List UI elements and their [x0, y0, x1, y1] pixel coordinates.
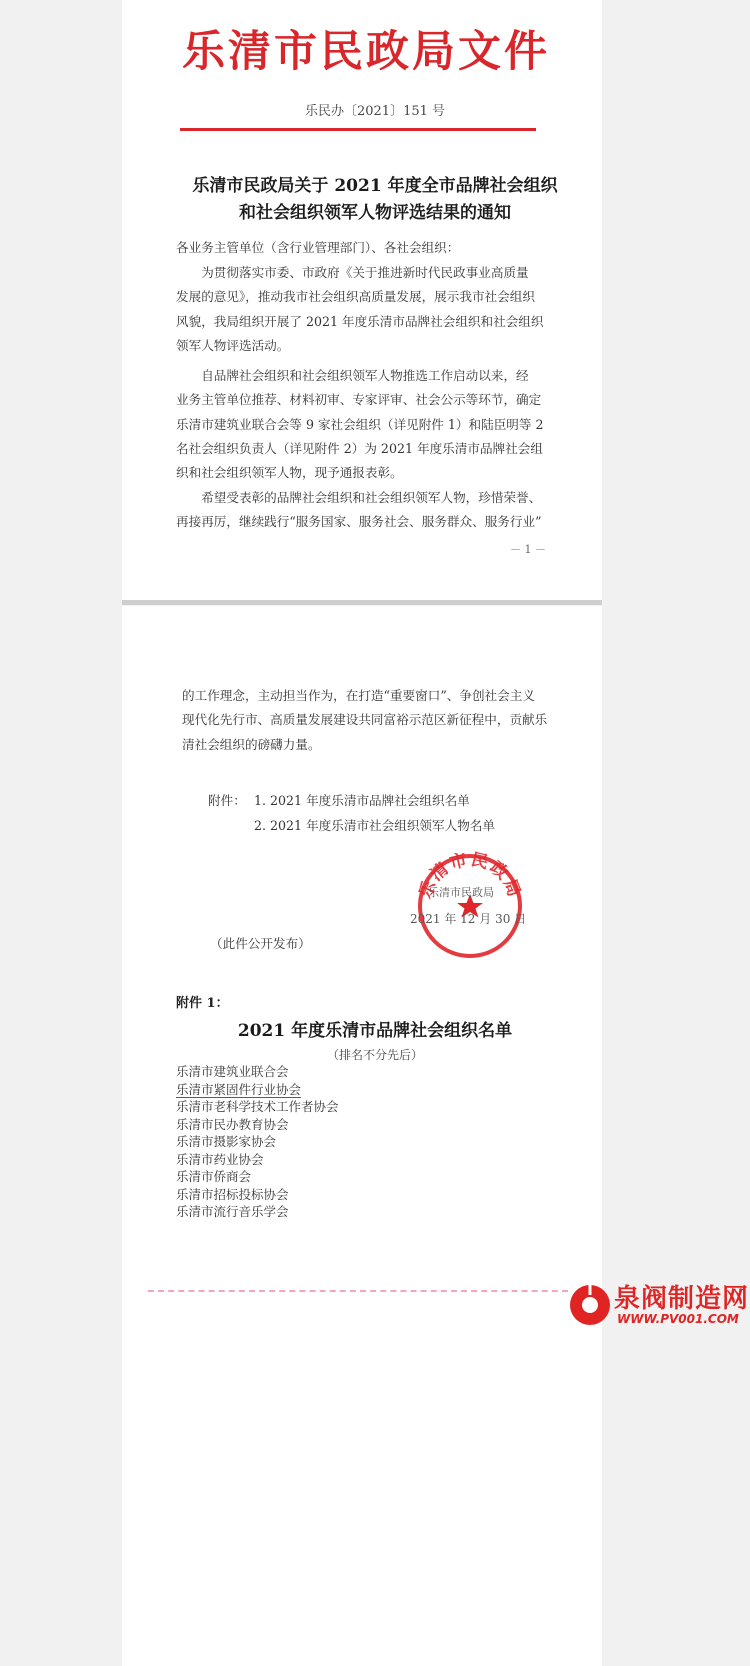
- notice-title-line2: 和社会组织领军人物评选结果的通知: [239, 203, 511, 223]
- salutation: 各业务主管单位（含行业管理部门）、各社会组织：: [176, 240, 460, 255]
- list-item: 乐清市建筑业联合会: [176, 1064, 289, 1079]
- list-item: 乐清市摄影家协会: [176, 1134, 277, 1149]
- list-item: 乐清市招标投标协会: [176, 1186, 289, 1202]
- attachment1-subtitle: （排名不分先后）: [326, 1048, 423, 1062]
- list-item: 乐清市侨商会: [176, 1169, 252, 1184]
- paragraph-line: 名社会组织负责人（详见附件 2）为 2021 年度乐清市品牌社会组: [176, 440, 543, 456]
- public-release-note: （此件公开发布）: [210, 936, 311, 951]
- paragraph-line: 为贯彻落实市委、市政府《关于推进新时代民政事业高质量: [176, 265, 529, 280]
- list-item: 乐清市民办教育协会: [176, 1116, 289, 1132]
- list-item: 乐清市流行音乐学会: [176, 1204, 289, 1219]
- document-number: 乐民办〔2021〕151 号: [304, 104, 446, 119]
- paragraph-line: 乐清市建筑业联合会等 9 家社会组织（详见附件 1）和陆臣明等 2: [176, 416, 544, 432]
- list-item: [176, 1081, 339, 1099]
- attachment1-label: 附件 1：: [176, 996, 229, 1011]
- paragraph-line: 的工作理念，主动担当作为，在打造“重要窗口”、争创社会主义: [182, 688, 535, 703]
- paragraph-line: 自品牌社会组织和社会组织领军人物推选工作启动以来，经: [176, 368, 529, 383]
- paragraph-line: 希望受表彰的品牌社会组织和社会组织领军人物，珍惜荣誉、: [176, 490, 542, 505]
- list-item-highlighted: 乐清市紧固件行业协会: [176, 1081, 302, 1097]
- paragraph-line: 领军人物评选活动。: [176, 337, 290, 353]
- watermark-url: WWW.PV001.COM: [617, 1312, 739, 1326]
- list-item: 乐清市老科学技术工作者协会: [176, 1099, 339, 1114]
- paragraph-line: 风貌，我局组织开展了 2021 年度乐清市品牌社会组织和社会组织: [176, 313, 544, 329]
- paragraph-2: [176, 364, 544, 485]
- signature-date: 2021 年 12 月 30 日: [410, 912, 527, 926]
- seal-inner-text: 乐清市民政局: [428, 886, 494, 899]
- paragraph-line: 现代化先行市、高质量发展建设共同富裕示范区新征程中，贡献乐: [182, 712, 548, 728]
- watermark-name: 泉阀制造网: [614, 1284, 750, 1314]
- paragraph-3: [176, 486, 542, 535]
- attachment1-title: 2021 年度乐清市品牌社会组织名单: [237, 1021, 513, 1041]
- paragraph-line: 清社会组织的磅礴力量。: [182, 736, 321, 752]
- paragraph-line: 再接再厉，继续践行“服务国家、服务社会、服务群众、服务行业”: [176, 514, 542, 530]
- attachment-item-1: 1. 2021 年度乐清市品牌社会组织名单: [254, 793, 470, 808]
- page-number: － 1 －: [510, 543, 546, 556]
- paragraph-1: [176, 261, 544, 358]
- attachments-label: 附件：: [208, 793, 246, 808]
- document-header-title: 乐清市民政局文件: [182, 27, 550, 77]
- paragraph-line: 发展的意见》，推动我市社会组织高质量发展，展示我市社会组织: [176, 289, 535, 305]
- header-red-divider: [180, 128, 536, 131]
- decorative-dashed-line: [148, 1290, 568, 1292]
- seal-arc-text: 乐清市民政局: [415, 850, 525, 902]
- organization-list: [176, 1063, 339, 1221]
- attachment-item-2: 2. 2021 年度乐清市社会组织领军人物名单: [254, 818, 495, 833]
- paragraph-3-continued: [182, 684, 547, 757]
- paragraph-line: 业务主管单位推荐、材料初审、专家评审、社会公示等环节，确定: [176, 392, 542, 408]
- official-seal: [414, 850, 526, 962]
- page-separator: [122, 600, 602, 605]
- notice-title-line1: 乐清市民政局关于 2021 年度全市品牌社会组织: [192, 176, 558, 196]
- list-item: 乐清市药业协会: [176, 1151, 264, 1167]
- paragraph-line: 织和社会组织领军人物，现予通报表彰。: [176, 465, 403, 481]
